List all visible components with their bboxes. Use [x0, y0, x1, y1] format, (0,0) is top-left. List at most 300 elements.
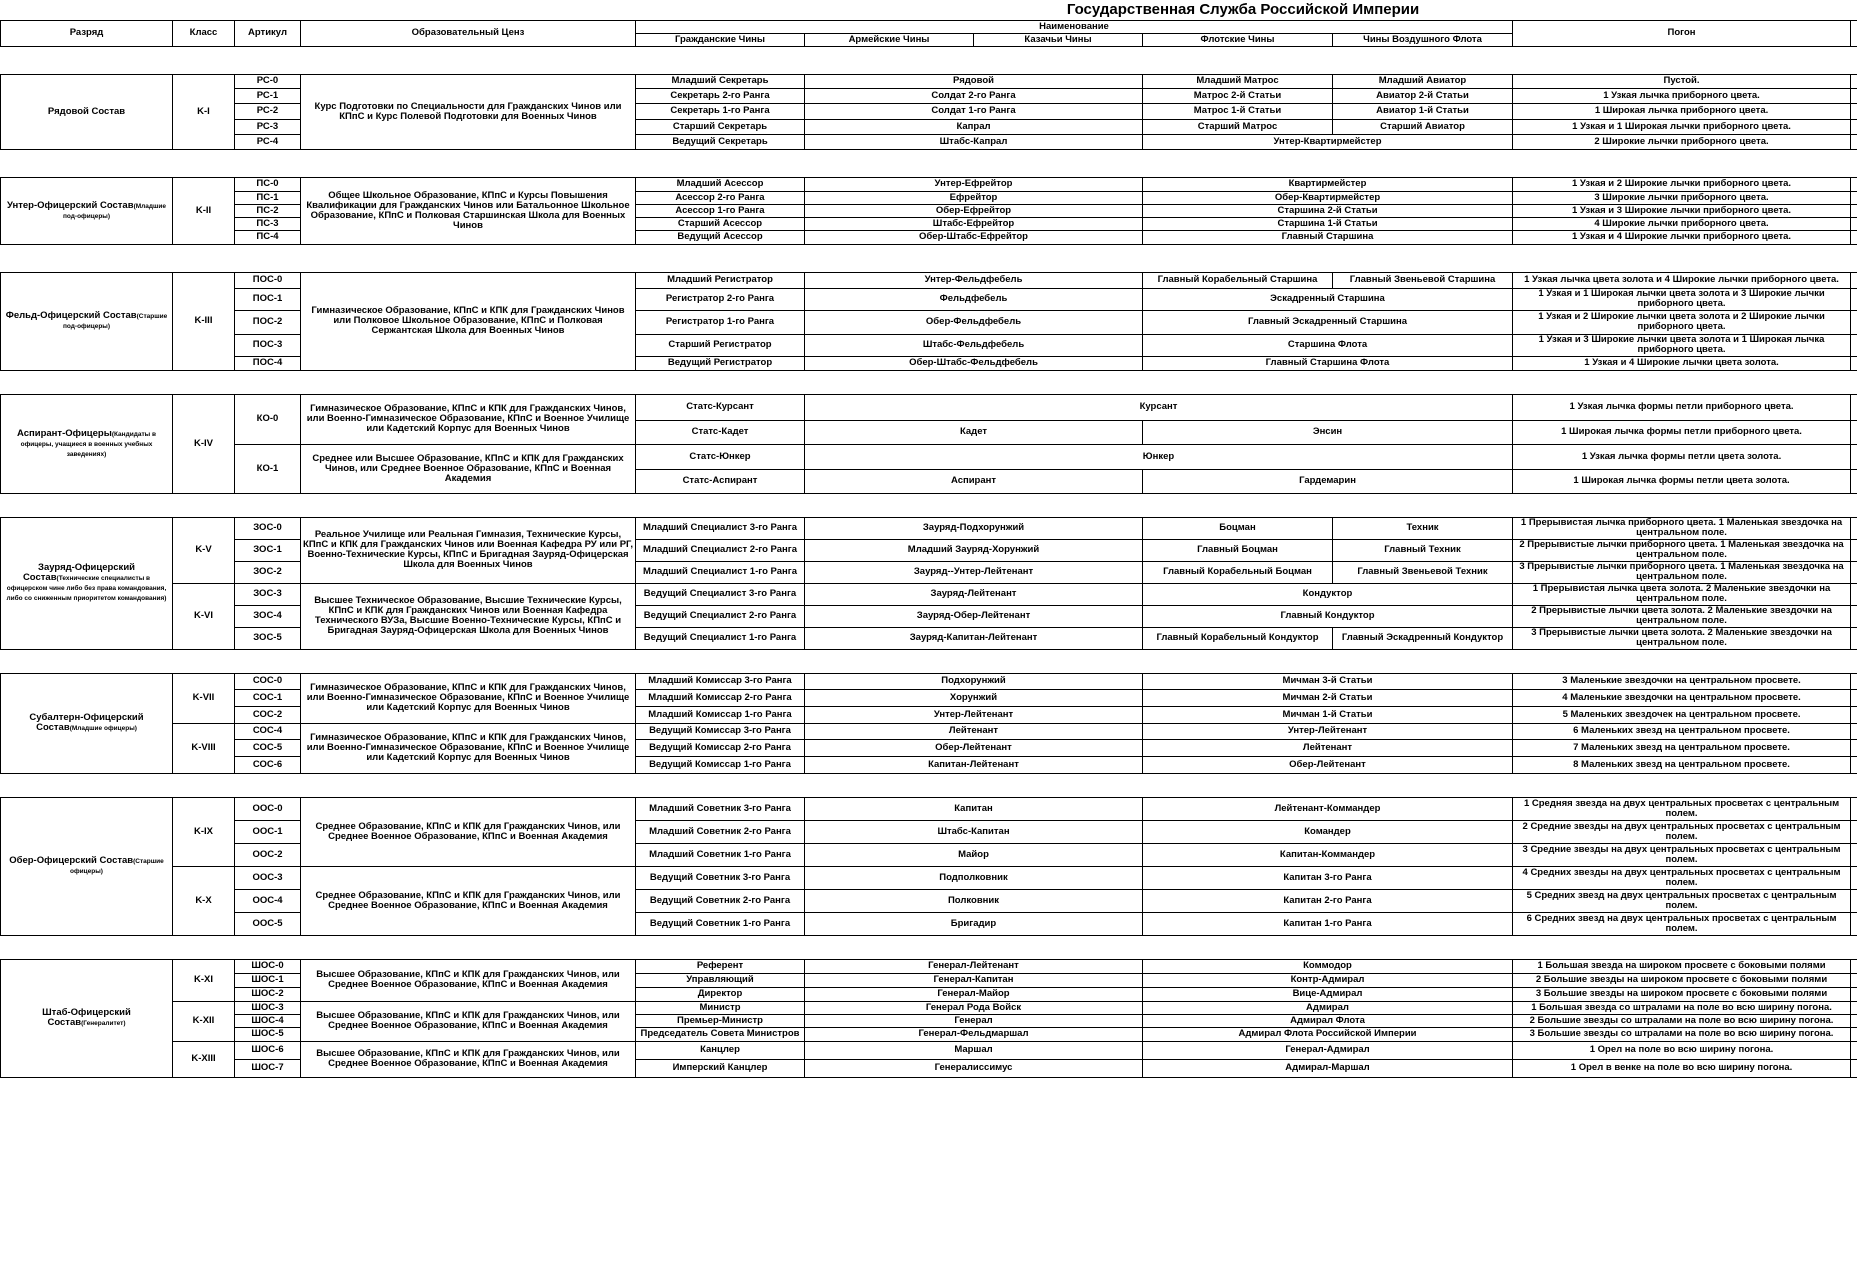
- civil-rank: Регистратор 1-го Ранга: [636, 310, 805, 334]
- artikul-cell: СОС-6: [235, 756, 301, 773]
- fleet-rank: Главный Старшина: [1143, 230, 1513, 244]
- header-vozd: Чины Воздушного Флота: [1333, 33, 1513, 46]
- army-rank: Лейтенант: [805, 723, 1143, 739]
- blank-cell: [1851, 987, 1857, 1001]
- artikul-cell: ПС-4: [235, 230, 301, 244]
- group-name: Фельд-Офицерский Состав: [5, 310, 137, 321]
- pogon-cell: 1 Орел в венке на поле во всю ширину погона.: [1513, 1059, 1851, 1077]
- pogon-cell: 3 Большие звезды на широком просвете с боковыми полями: [1513, 987, 1851, 1001]
- cenz-cell: Гимназическое Образование, КПпС и КПК для Гражданских Чинов или Полковое Школьное Образование, КПпС и Полковая Сержантская Школа для Военных Чинов: [301, 272, 636, 370]
- blank-cell: [1, 0, 636, 20]
- civil-rank: Министр: [636, 1001, 805, 1014]
- fleet-rank: Лейтенант-Коммандер: [1143, 797, 1513, 820]
- artikul-cell: ООС-2: [235, 843, 301, 866]
- blank-cell: [1851, 230, 1857, 244]
- page-title: Государственная Служба Российской Империи: [1066, 0, 1420, 18]
- army-rank: Обер-Штабс-Ефрейтор: [805, 230, 1143, 244]
- artikul-cell: СОС-5: [235, 739, 301, 756]
- fleet-rank: Коммодор: [1143, 959, 1513, 973]
- army-rank: Хорунжий: [805, 689, 1143, 706]
- fleet-rank: Главный Эскадренный Старшина: [1143, 310, 1513, 334]
- air-rank: Главный Эскадренный Кондуктор: [1333, 627, 1513, 649]
- civil-rank: Ведущий Асессор: [636, 230, 805, 244]
- air-rank: Главный Звеньевой Старшина: [1333, 272, 1513, 288]
- fleet-rank: Главный Старшина Флота: [1143, 356, 1513, 370]
- artikul-cell: ПОС-1: [235, 288, 301, 310]
- civil-rank: Ведущий Секретарь: [636, 134, 805, 149]
- separator-row: [1, 370, 1857, 394]
- civil-rank: Ведущий Специалист 1-го Ранга: [636, 627, 805, 649]
- group-cell: [1, 272, 173, 370]
- group-cell: [1, 959, 173, 1077]
- civil-rank: Премьер-Министр: [636, 1014, 805, 1027]
- blank-cell: [1851, 583, 1857, 605]
- artikul-cell: ПОС-4: [235, 356, 301, 370]
- army-rank: Генерал-Майор: [805, 987, 1143, 1001]
- blank-cell: [1851, 88, 1857, 103]
- artikul-cell: ПС-0: [235, 177, 301, 191]
- fleet-rank: Старший Матрос: [1143, 119, 1333, 134]
- blank-cell: [1851, 605, 1857, 627]
- army-rank: Младший Зауряд-Хорунжий: [805, 539, 1143, 561]
- artikul-cell: СОС-0: [235, 673, 301, 689]
- blank-cell: [1851, 204, 1857, 217]
- group-cell: [1, 797, 173, 935]
- blank-cell: [1851, 1014, 1857, 1027]
- artikul-cell: РС-0: [235, 74, 301, 88]
- civil-rank: Ведущий Советник 1-го Ранга: [636, 912, 805, 935]
- artikul-cell: РС-2: [235, 103, 301, 119]
- cenz-cell: Высшее Образование, КПпС и КПК для Гражданских Чинов, или Среднее Военное Образование, КПпС и Военная Академия: [301, 1041, 636, 1077]
- pogon-cell: 3 Прерывистые лычки приборного цвета. 1 Маленькая звездочка на центральном поле.: [1513, 561, 1851, 583]
- fleet-rank: Капитан 2-го Ранга: [1143, 889, 1513, 912]
- artikul-cell: ШОС-6: [235, 1041, 301, 1059]
- artikul-cell: ПС-1: [235, 191, 301, 204]
- civil-rank: Младший Комиссар 1-го Ранга: [636, 706, 805, 723]
- army-rank: Унтер-Фельдфебель: [805, 272, 1143, 288]
- artikul-cell: СОС-2: [235, 706, 301, 723]
- army-rank: Зауряд--Унтер-Лейтенант: [805, 561, 1143, 583]
- fleet-rank: Адмирал-Маршал: [1143, 1059, 1513, 1077]
- fleet-rank: Старшина 1-й Статьи: [1143, 217, 1513, 230]
- pogon-cell: 1 Прерывистая лычка цвета золота. 2 Маленькие звездочки на центральном поле.: [1513, 583, 1851, 605]
- civil-rank: Статс-Аспирант: [636, 469, 805, 493]
- blank-cell: [1851, 217, 1857, 230]
- blank-cell: [1851, 272, 1857, 288]
- artikul-cell: ООС-5: [235, 912, 301, 935]
- army-rank: Генерал: [805, 1014, 1143, 1027]
- header-cenz: Образовательный Ценз: [301, 20, 636, 46]
- pogon-cell: 1 Узкая лычка приборного цвета.: [1513, 88, 1851, 103]
- air-rank: Главный Техник: [1333, 539, 1513, 561]
- fleet-rank: Эскадренный Старшина: [1143, 288, 1513, 310]
- army-rank: Капитан-Лейтенант: [805, 756, 1143, 773]
- fleet-rank: Мичман 2-й Статьи: [1143, 689, 1513, 706]
- pogon-cell: 1 Средняя звезда на двух центральных просветах с центральным полем.: [1513, 797, 1851, 820]
- class-cell: K-IV: [173, 394, 235, 493]
- pogon-cell: 1 Широкая лычка приборного цвета.: [1513, 103, 1851, 119]
- blank-cell: [1851, 420, 1857, 444]
- army-rank: Обер-Штабс-Фельдфебель: [805, 356, 1143, 370]
- group-note: (Генералитет): [81, 1020, 126, 1027]
- artikul-cell: ПОС-3: [235, 334, 301, 356]
- class-cell: K-VII: [173, 673, 235, 723]
- air-rank: Авиатор 1-й Статьи: [1333, 103, 1513, 119]
- civil-rank: Директор: [636, 987, 805, 1001]
- blank-cell: [1851, 517, 1857, 539]
- pogon-cell: Пустой.: [1513, 74, 1851, 88]
- cenz-cell: Среднее Образование, КПпС и КПК для Гражданских Чинов, или Среднее Военное Образование, КПпС и Военная Академия: [301, 866, 636, 935]
- civil-rank: Младший Асессор: [636, 177, 805, 191]
- group-name: Зауряд-Офицерский Состав: [22, 562, 135, 583]
- fleet-rank: Капитан-Коммандер: [1143, 843, 1513, 866]
- blank-cell: [1851, 723, 1857, 739]
- class-cell: K-V: [173, 517, 235, 583]
- army-rank: Генералиссимус: [805, 1059, 1143, 1077]
- army-rank: Маршал: [805, 1041, 1143, 1059]
- fleet-rank: Главный Корабельный Боцман: [1143, 561, 1333, 583]
- header-kaz: Казачьи Чины: [974, 33, 1143, 46]
- army-rank: Солдат 2-го Ранга: [805, 88, 1143, 103]
- pogon-cell: 1 Узкая и 1 Широкая лычки цвета золота и 3 Широкие лычки приборного цвета.: [1513, 288, 1851, 310]
- artikul-cell: ШОС-4: [235, 1014, 301, 1027]
- class-cell: K-III: [173, 272, 235, 370]
- pogon-cell: 7 Маленьких звезд на центральном просвете.: [1513, 739, 1851, 756]
- header-grazh: Гражданские Чины: [636, 33, 805, 46]
- pogon-cell: 2 Большие звезды на широком просвете с боковыми полями: [1513, 973, 1851, 987]
- blank-cell: [1851, 843, 1857, 866]
- civil-rank: Референт: [636, 959, 805, 973]
- civil-rank: Младший Советник 1-го Ранга: [636, 843, 805, 866]
- class-cell: K-IX: [173, 797, 235, 866]
- artikul-cell: КО-1: [235, 444, 301, 493]
- army-rank: Зауряд-Лейтенант: [805, 583, 1143, 605]
- army-rank: Унтер-Лейтенант: [805, 706, 1143, 723]
- civil-rank: Регистратор 2-го Ранга: [636, 288, 805, 310]
- civil-rank: Младший Специалист 3-го Ранга: [636, 517, 805, 539]
- group-cell: [1, 74, 173, 149]
- army-rank: Обер-Фельдфебель: [805, 310, 1143, 334]
- cenz-cell: Гимназическое Образование, КПпС и КПК для Гражданских Чинов, или Военно-Гимназическое Образование, КПпС и Военное Училище или Кадетский Корпус для Военных Чинов: [301, 394, 636, 444]
- fleet-rank: Главный Боцман: [1143, 539, 1333, 561]
- header-arm: Армейские Чины: [805, 33, 974, 46]
- header-artikul: Артикул: [235, 20, 301, 46]
- army-rank: Подхорунжий: [805, 673, 1143, 689]
- blank-cell: [1851, 334, 1857, 356]
- blank-cell: [1851, 797, 1857, 820]
- army-rank: Штабс-Фельдфебель: [805, 334, 1143, 356]
- fleet-rank: Гардемарин: [1143, 469, 1513, 493]
- group-cell: [1, 394, 173, 493]
- fleet-rank: Капитан 1-го Ранга: [1143, 912, 1513, 935]
- pogon-cell: 3 Прерывистые лычки цвета золота. 2 Маленькие звездочки на центральном поле.: [1513, 627, 1851, 649]
- pogon-cell: 1 Узкая и 3 Широкие лычки приборного цвета.: [1513, 204, 1851, 217]
- header-razryad: Разряд: [1, 20, 173, 46]
- air-rank: Авиатор 2-й Статьи: [1333, 88, 1513, 103]
- class-cell: K-X: [173, 866, 235, 935]
- fleet-rank: Обер-Квартирмейстер: [1143, 191, 1513, 204]
- fleet-rank: Адмирал: [1143, 1001, 1513, 1014]
- pogon-cell: 2 Прерывистые лычки приборного цвета. 1 Маленькая звездочка на центральном поле.: [1513, 539, 1851, 561]
- cenz-cell: Гимназическое Образование, КПпС и КПК для Гражданских Чинов, или Военно-Гимназическое Образование, КПпС и Военное Училище или Кадетский Корпус для Военных Чинов: [301, 673, 636, 723]
- blank-cell: [1851, 706, 1857, 723]
- blank-cell: [1851, 689, 1857, 706]
- class-cell: K-VI: [173, 583, 235, 649]
- blank-cell: [1851, 74, 1857, 88]
- pogon-cell: 5 Маленьких звездочек на центральном просвете.: [1513, 706, 1851, 723]
- separator-row: [1, 149, 1857, 177]
- civil-rank: Ведущий Специалист 3-го Ранга: [636, 583, 805, 605]
- group-cell: [1, 517, 173, 649]
- pogon-cell: 1 Широкая лычка формы петли цвета золота.: [1513, 469, 1851, 493]
- class-cell: K-II: [173, 177, 235, 244]
- pogon-cell: 1 Узкая и 4 Широкие лычки цвета золота.: [1513, 356, 1851, 370]
- fleet-rank: Кондуктор: [1143, 583, 1513, 605]
- class-cell: K-XI: [173, 959, 235, 1001]
- civil-rank: Ведущий Комиссар 2-го Ранга: [636, 739, 805, 756]
- civil-rank: Младший Секретарь: [636, 74, 805, 88]
- army-rank: Штабс-Ефрейтор: [805, 217, 1143, 230]
- pogon-cell: 5 Средних звезд на двух центральных просветах с центральным полем.: [1513, 889, 1851, 912]
- pogon-cell: 4 Широкие лычки приборного цвета.: [1513, 217, 1851, 230]
- all-rank: Юнкер: [805, 444, 1513, 469]
- group-name: Аспирант-Офицеры: [17, 427, 112, 439]
- artikul-cell: ООС-4: [235, 889, 301, 912]
- fleet-rank: Старшина Флота: [1143, 334, 1513, 356]
- blank-cell: [1851, 310, 1857, 334]
- pogon-cell: 1 Узкая лычка формы петли приборного цвета.: [1513, 394, 1851, 420]
- artikul-cell: ШОС-3: [235, 1001, 301, 1014]
- civil-rank: Асессор 2-го Ранга: [636, 191, 805, 204]
- army-rank: Генерал-Лейтенант: [805, 959, 1143, 973]
- all-rank: Курсант: [805, 394, 1513, 420]
- cenz-cell: Высшее Техническое Образование, Высшие Технические Курсы, КПпС и КПК для Гражданских Чинов или Военная Кафедра Технического ВУЗа, Высшие Военно-Технические Курсы, КПпС и Бригадная Зауряд-Офицерская Школа для Военных Чинов: [301, 583, 636, 649]
- cenz-cell: Среднее или Высшее Образование, КПпС и КПК для Гражданских Чинов, или Среднее Военное Образование, КПпС и Военная Академия: [301, 444, 636, 493]
- blank-cell: [1851, 539, 1857, 561]
- pogon-cell: 1 Узкая и 2 Широкие лычки цвета золота и 2 Широкие лычки приборного цвета.: [1513, 310, 1851, 334]
- pogon-cell: 4 Средних звезды на двух центральных просветах с центральным полем.: [1513, 866, 1851, 889]
- group-name: Рядовой Состав: [47, 105, 126, 117]
- fleet-rank: Генерал-Адмирал: [1143, 1041, 1513, 1059]
- class-cell: K-XIII: [173, 1041, 235, 1077]
- blank-cell: [1851, 0, 1857, 20]
- civil-rank: Старший Секретарь: [636, 119, 805, 134]
- pogon-cell: 3 Широкие лычки приборного цвета.: [1513, 191, 1851, 204]
- artikul-cell: ШОС-0: [235, 959, 301, 973]
- army-rank: Генерал-Фельдмаршал: [805, 1027, 1143, 1041]
- army-rank: Штабс-Капрал: [805, 134, 1143, 149]
- header-flot: Флотские Чины: [1143, 33, 1333, 46]
- separator-row: [1, 244, 1857, 272]
- fleet-rank: Старшина 2-й Статьи: [1143, 204, 1513, 217]
- artikul-cell: ПОС-2: [235, 310, 301, 334]
- blank-cell: [1851, 20, 1857, 46]
- civil-rank: Председатель Совета Министров: [636, 1027, 805, 1041]
- air-rank: Техник: [1333, 517, 1513, 539]
- blank-cell: [1851, 356, 1857, 370]
- artikul-cell: ЗОС-4: [235, 605, 301, 627]
- pogon-cell: 1 Большая звезда со штралами на поле во всю ширину погона.: [1513, 1001, 1851, 1014]
- artikul-cell: ЗОС-1: [235, 539, 301, 561]
- blank-cell: [1851, 627, 1857, 649]
- civil-rank: Младший Специалист 2-го Ранга: [636, 539, 805, 561]
- artikul-cell: РС-3: [235, 119, 301, 134]
- group-name: Штаб-Офицерский Состав: [42, 1007, 131, 1028]
- pogon-cell: 4 Маленькие звездочки на центральном просвете.: [1513, 689, 1851, 706]
- army-rank: Фельдфебель: [805, 288, 1143, 310]
- blank-cell: [1851, 959, 1857, 973]
- artikul-cell: ПОС-0: [235, 272, 301, 288]
- artikul-cell: ЗОС-5: [235, 627, 301, 649]
- pogon-cell: 3 Маленькие звездочки на центральном просвете.: [1513, 673, 1851, 689]
- fleet-rank: Командер: [1143, 820, 1513, 843]
- cenz-cell: Высшее Образование, КПпС и КПК для Гражданских Чинов, или Среднее Военное Образование, КПпС и Военная Академия: [301, 959, 636, 1001]
- air-rank: Старший Авиатор: [1333, 119, 1513, 134]
- blank-cell: [1851, 1001, 1857, 1014]
- pogon-cell: 6 Средних звезд на двух центральных просветах с центральным полем.: [1513, 912, 1851, 935]
- civil-rank: Младший Советник 3-го Ранга: [636, 797, 805, 820]
- air-rank: Младший Авиатор: [1333, 74, 1513, 88]
- pogon-cell: 2 Средние звезды на двух центральных просветах с центральным полем.: [1513, 820, 1851, 843]
- artikul-cell: ЗОС-0: [235, 517, 301, 539]
- group-note: (Технические специалисты в офицерском чине либо без права командования, либо со сниженным приоритетом командования): [6, 575, 167, 602]
- fleet-rank: Адмирал Флота: [1143, 1014, 1513, 1027]
- civil-rank: Ведущий Специалист 2-го Ранга: [636, 605, 805, 627]
- blank-cell: [1851, 739, 1857, 756]
- group-name: Обер-Офицерский Состав: [9, 855, 134, 866]
- class-cell: K-XII: [173, 1001, 235, 1041]
- fleet-rank: Главный Кондуктор: [1143, 605, 1513, 627]
- pogon-cell: 2 Широкие лычки приборного цвета.: [1513, 134, 1851, 149]
- civil-rank: Младший Регистратор: [636, 272, 805, 288]
- artikul-cell: ШОС-2: [235, 987, 301, 1001]
- army-rank: Штабс-Капитан: [805, 820, 1143, 843]
- pogon-cell: 1 Узкая лычка формы петли цвета золота.: [1513, 444, 1851, 469]
- class-cell: K-VIII: [173, 723, 235, 773]
- cenz-cell: Гимназическое Образование, КПпС и КПК для Гражданских Чинов, или Военно-Гимназическое Образование, КПпС и Военное Училище или Кадетский Корпус для Военных Чинов: [301, 723, 636, 773]
- group-note: (Младшие офицеры): [69, 725, 137, 732]
- cenz-cell: Высшее Образование, КПпС и КПК для Гражданских Чинов, или Среднее Военное Образование, КПпС и Военная Академия: [301, 1001, 636, 1041]
- group-cell: [1, 177, 173, 244]
- fleet-rank: Унтер-Квартирмейстер: [1143, 134, 1513, 149]
- civil-rank: Младший Комиссар 3-го Ранга: [636, 673, 805, 689]
- header-pogon: Погон: [1513, 20, 1851, 46]
- civil-rank: Ведущий Советник 3-го Ранга: [636, 866, 805, 889]
- cenz-cell: Реальное Училище или Реальная Гимназия, Технические Курсы, КПпС и КПК для Гражданских Чинов или Военная Кафедра РУ или РГ, Военно-Технические Курсы, КПпС и Бригадная Зауряд-Офицерская Школа для Военных Чинов: [301, 517, 636, 583]
- artikul-cell: РС-1: [235, 88, 301, 103]
- fleet-rank: Унтер-Лейтенант: [1143, 723, 1513, 739]
- pogon-cell: 1 Орел на поле во всю ширину погона.: [1513, 1041, 1851, 1059]
- cenz-cell: Общее Школьное Образование, КПпС и Курсы Повышения Квалификации для Гражданских Чинов или Батальонное Школьное Образование, КПпС и Полковая Старшинская Школа для Военных Чинов: [301, 177, 636, 244]
- fleet-rank: Младший Матрос: [1143, 74, 1333, 88]
- army-rank: Зауряд-Подхорунжий: [805, 517, 1143, 539]
- artikul-cell: ШОС-5: [235, 1027, 301, 1041]
- blank-cell: [1851, 394, 1857, 420]
- pogon-cell: 2 Большие звезды со штралами на поле во всю ширину погона.: [1513, 1014, 1851, 1027]
- fleet-rank: Контр-Адмирал: [1143, 973, 1513, 987]
- civil-rank: Секретарь 1-го Ранга: [636, 103, 805, 119]
- group-cell: [1, 673, 173, 773]
- blank-cell: [1851, 191, 1857, 204]
- fleet-rank: Лейтенант: [1143, 739, 1513, 756]
- pogon-cell: 1 Узкая и 4 Широкие лычки приборного цвета.: [1513, 230, 1851, 244]
- army-rank: Солдат 1-го Ранга: [805, 103, 1143, 119]
- pogon-cell: 1 Прерывистая лычка приборного цвета. 1 Маленькая звездочка на центральном поле.: [1513, 517, 1851, 539]
- group-note: (Младшие под-офицеры): [62, 202, 167, 220]
- blank-cell: [1851, 973, 1857, 987]
- artikul-cell: ПС-2: [235, 204, 301, 217]
- civil-rank: Младший Комиссар 2-го Ранга: [636, 689, 805, 706]
- army-rank: Зауряд-Обер-Лейтенант: [805, 605, 1143, 627]
- blank-cell: [1851, 444, 1857, 469]
- army-rank: Бригадир: [805, 912, 1143, 935]
- blank-cell: [1851, 103, 1857, 119]
- civil-rank: Младший Специалист 1-го Ранга: [636, 561, 805, 583]
- fleet-rank: Вице-Адмирал: [1143, 987, 1513, 1001]
- artikul-cell: РС-4: [235, 134, 301, 149]
- blank-cell: [1851, 1027, 1857, 1041]
- civil-rank: Ведущий Комиссар 3-го Ранга: [636, 723, 805, 739]
- pogon-cell: 6 Маленьких звезд на центральном просвете.: [1513, 723, 1851, 739]
- artikul-cell: КО-0: [235, 394, 301, 444]
- blank-cell: [1851, 1041, 1857, 1059]
- pogon-cell: 3 Большие звезды со штралами на поле во всю ширину погона.: [1513, 1027, 1851, 1041]
- separator-row: [1, 773, 1857, 797]
- group-name: Субалтерн-Офицерский Состав: [29, 712, 144, 733]
- pogon-cell: 3 Средние звезды на двух центральных просветах с центральным полем.: [1513, 843, 1851, 866]
- blank-cell: [1851, 912, 1857, 935]
- group-note: (Кандидаты в офицеры, учащиеся в военных учебных заведениях): [20, 430, 156, 458]
- blank-cell: [1851, 177, 1857, 191]
- fleet-rank: Матрос 1-й Статьи: [1143, 103, 1333, 119]
- civil-rank: Ведущий Комиссар 1-го Ранга: [636, 756, 805, 773]
- army-rank: Капрал: [805, 119, 1143, 134]
- blank-cell: [1851, 866, 1857, 889]
- civil-rank: Канцлер: [636, 1041, 805, 1059]
- fleet-rank: Обер-Лейтенант: [1143, 756, 1513, 773]
- civil-rank: Старший Асессор: [636, 217, 805, 230]
- army-rank: Генерал Рода Войск: [805, 1001, 1143, 1014]
- artikul-cell: ШОС-7: [235, 1059, 301, 1077]
- separator-row: [1, 935, 1857, 959]
- blank-cell: [1851, 889, 1857, 912]
- army-rank: Майор: [805, 843, 1143, 866]
- blank-cell: [1851, 756, 1857, 773]
- blank-cell: [1851, 673, 1857, 689]
- fleet-rank: Главный Корабельный Старшина: [1143, 272, 1333, 288]
- separator-row: [1, 649, 1857, 673]
- blank-cell: [1851, 820, 1857, 843]
- army-rank: Зауряд-Капитан-Лейтенант: [805, 627, 1143, 649]
- blank-cell: [1851, 119, 1857, 134]
- header-klass: Класс: [173, 20, 235, 46]
- pogon-cell: 1 Большая звезда на широком просвете с боковыми полями: [1513, 959, 1851, 973]
- pogon-cell: 1 Узкая и 2 Широкие лычки приборного цвета.: [1513, 177, 1851, 191]
- pogon-cell: 1 Широкая лычка формы петли приборного цвета.: [1513, 420, 1851, 444]
- army-rank: Полковник: [805, 889, 1143, 912]
- army-rank: Ефрейтор: [805, 191, 1143, 204]
- army-rank: Унтер-Ефрейтор: [805, 177, 1143, 191]
- civil-rank: Статс-Юнкер: [636, 444, 805, 469]
- army-rank: Обер-Ефрейтор: [805, 204, 1143, 217]
- civil-rank: Секретарь 2-го Ранга: [636, 88, 805, 103]
- cenz-cell: Курс Подготовки по Специальности для Гражданских Чинов или КПпС и Курс Полевой Подготовки для Военных Чинов: [301, 74, 636, 149]
- fleet-rank: Адмирал Флота Российской Империи: [1143, 1027, 1513, 1041]
- army-rank: Аспирант: [805, 469, 1143, 493]
- fleet-rank: Боцман: [1143, 517, 1333, 539]
- civil-rank: Младший Советник 2-го Ранга: [636, 820, 805, 843]
- pogon-cell: 8 Маленьких звезд на центральном просвете.: [1513, 756, 1851, 773]
